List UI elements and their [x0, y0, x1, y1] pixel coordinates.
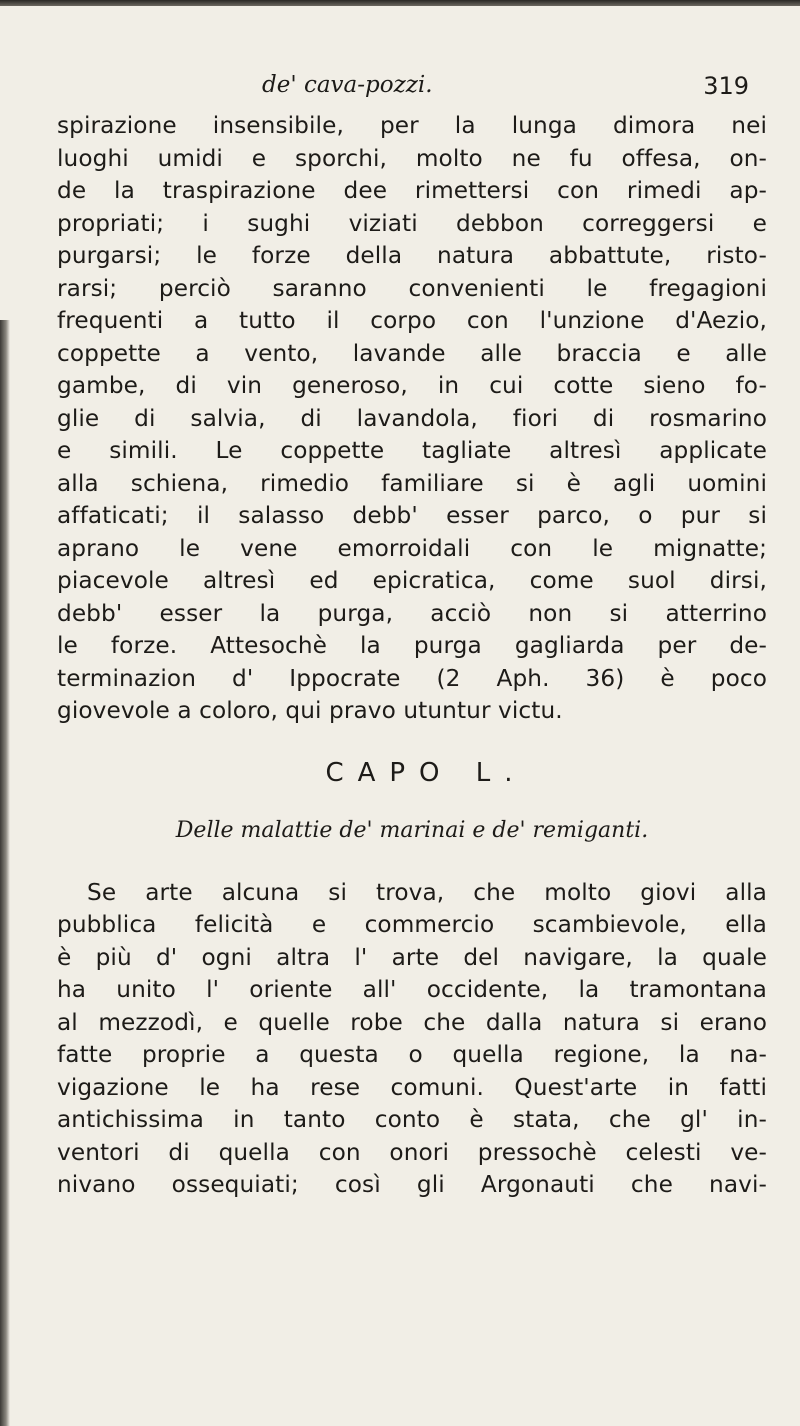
text-line: propriati; i sughi viziati debbon correggersi e [57, 209, 767, 237]
text-line: vigazione le ha rese comuni. Quest'arte in fatti [57, 1073, 767, 1101]
top-edge-shadow [0, 0, 800, 6]
text-line: frequenti a tutto il corpo con l'unzione d'Aezio, [57, 307, 767, 334]
book-page [57, 72, 767, 1202]
text-line: purgarsi; le forze della natura abbattute, risto- [57, 242, 767, 269]
text-line: aprano le vene emorroidali con le mignatte; [57, 534, 767, 562]
text-line: luoghi umidi e sporchi, molto ne fu offesa, on- [57, 144, 767, 172]
text-line: glie di salvia, di lavandola, fiori di rosmarino [57, 404, 767, 432]
text-line: antichissima in tanto conto è stata, che gl' in- [57, 1106, 767, 1133]
text-line: al mezzodì, e quelle robe che dalla natura si erano [57, 1008, 767, 1036]
running-title: de' cava-pozzi. [262, 72, 433, 98]
text-line: giovevole a coloro, qui pravo utuntur victu. [57, 697, 563, 724]
chapter-subtitle: Delle malattie de' marinai e de' remiganti. [175, 817, 649, 843]
text-line: ventori di quella con onori pressochè celesti ve- [57, 1138, 767, 1166]
text-line: Se arte alcuna si trova, che molto giovi alla [87, 878, 767, 906]
text-line: terminazion d' Ippocrate (2 Aph. 36) è poco [57, 664, 767, 692]
text-line: le forze. Attesochè la purga gagliarda per de- [57, 632, 767, 659]
text-line: nivano ossequiati; così gli Argonauti che navi- [57, 1171, 767, 1198]
running-head [57, 72, 767, 108]
text-line: gambe, di vin generoso, in cui cotte sieno fo- [57, 372, 767, 399]
page-number: 319 [703, 72, 749, 100]
text-line: debb' esser la purga, acciò non si atterrino [57, 599, 767, 627]
text-line: piacevole altresì ed epicratica, come suol dirsi, [57, 567, 767, 594]
text-line: e simili. Le coppette tagliate altresì applicate [57, 437, 767, 464]
paragraph-continued [57, 110, 767, 728]
binding-edge-shadow [0, 320, 10, 1426]
text-line: coppette a vento, lavande alle braccia e alle [57, 339, 767, 367]
text-line: è più d' ogni altra l' arte del navigare, la quale [57, 943, 767, 971]
text-line: spirazione insensibile, per la lunga dimora nei [57, 112, 767, 139]
text-line: de la traspirazione dee rimettersi con rimedi ap- [57, 177, 767, 204]
text-line: fatte proprie a questa o quella regione, la na- [57, 1041, 767, 1068]
text-line: ha unito l' oriente all' occidente, la tramontana [57, 976, 767, 1003]
chapter-heading: CAPO L. [325, 757, 527, 788]
paragraph-chapter-start [57, 877, 767, 1202]
text-line: affaticati; il salasso debb' esser parco, o pur si [57, 502, 767, 529]
text-line: pubblica felicità e commercio scambievole, ella [57, 911, 767, 938]
text-line: rarsi; perciò saranno convenienti le fregagioni [57, 274, 767, 302]
text-line: alla schiena, rimedio familiare si è agli uomini [57, 469, 767, 497]
